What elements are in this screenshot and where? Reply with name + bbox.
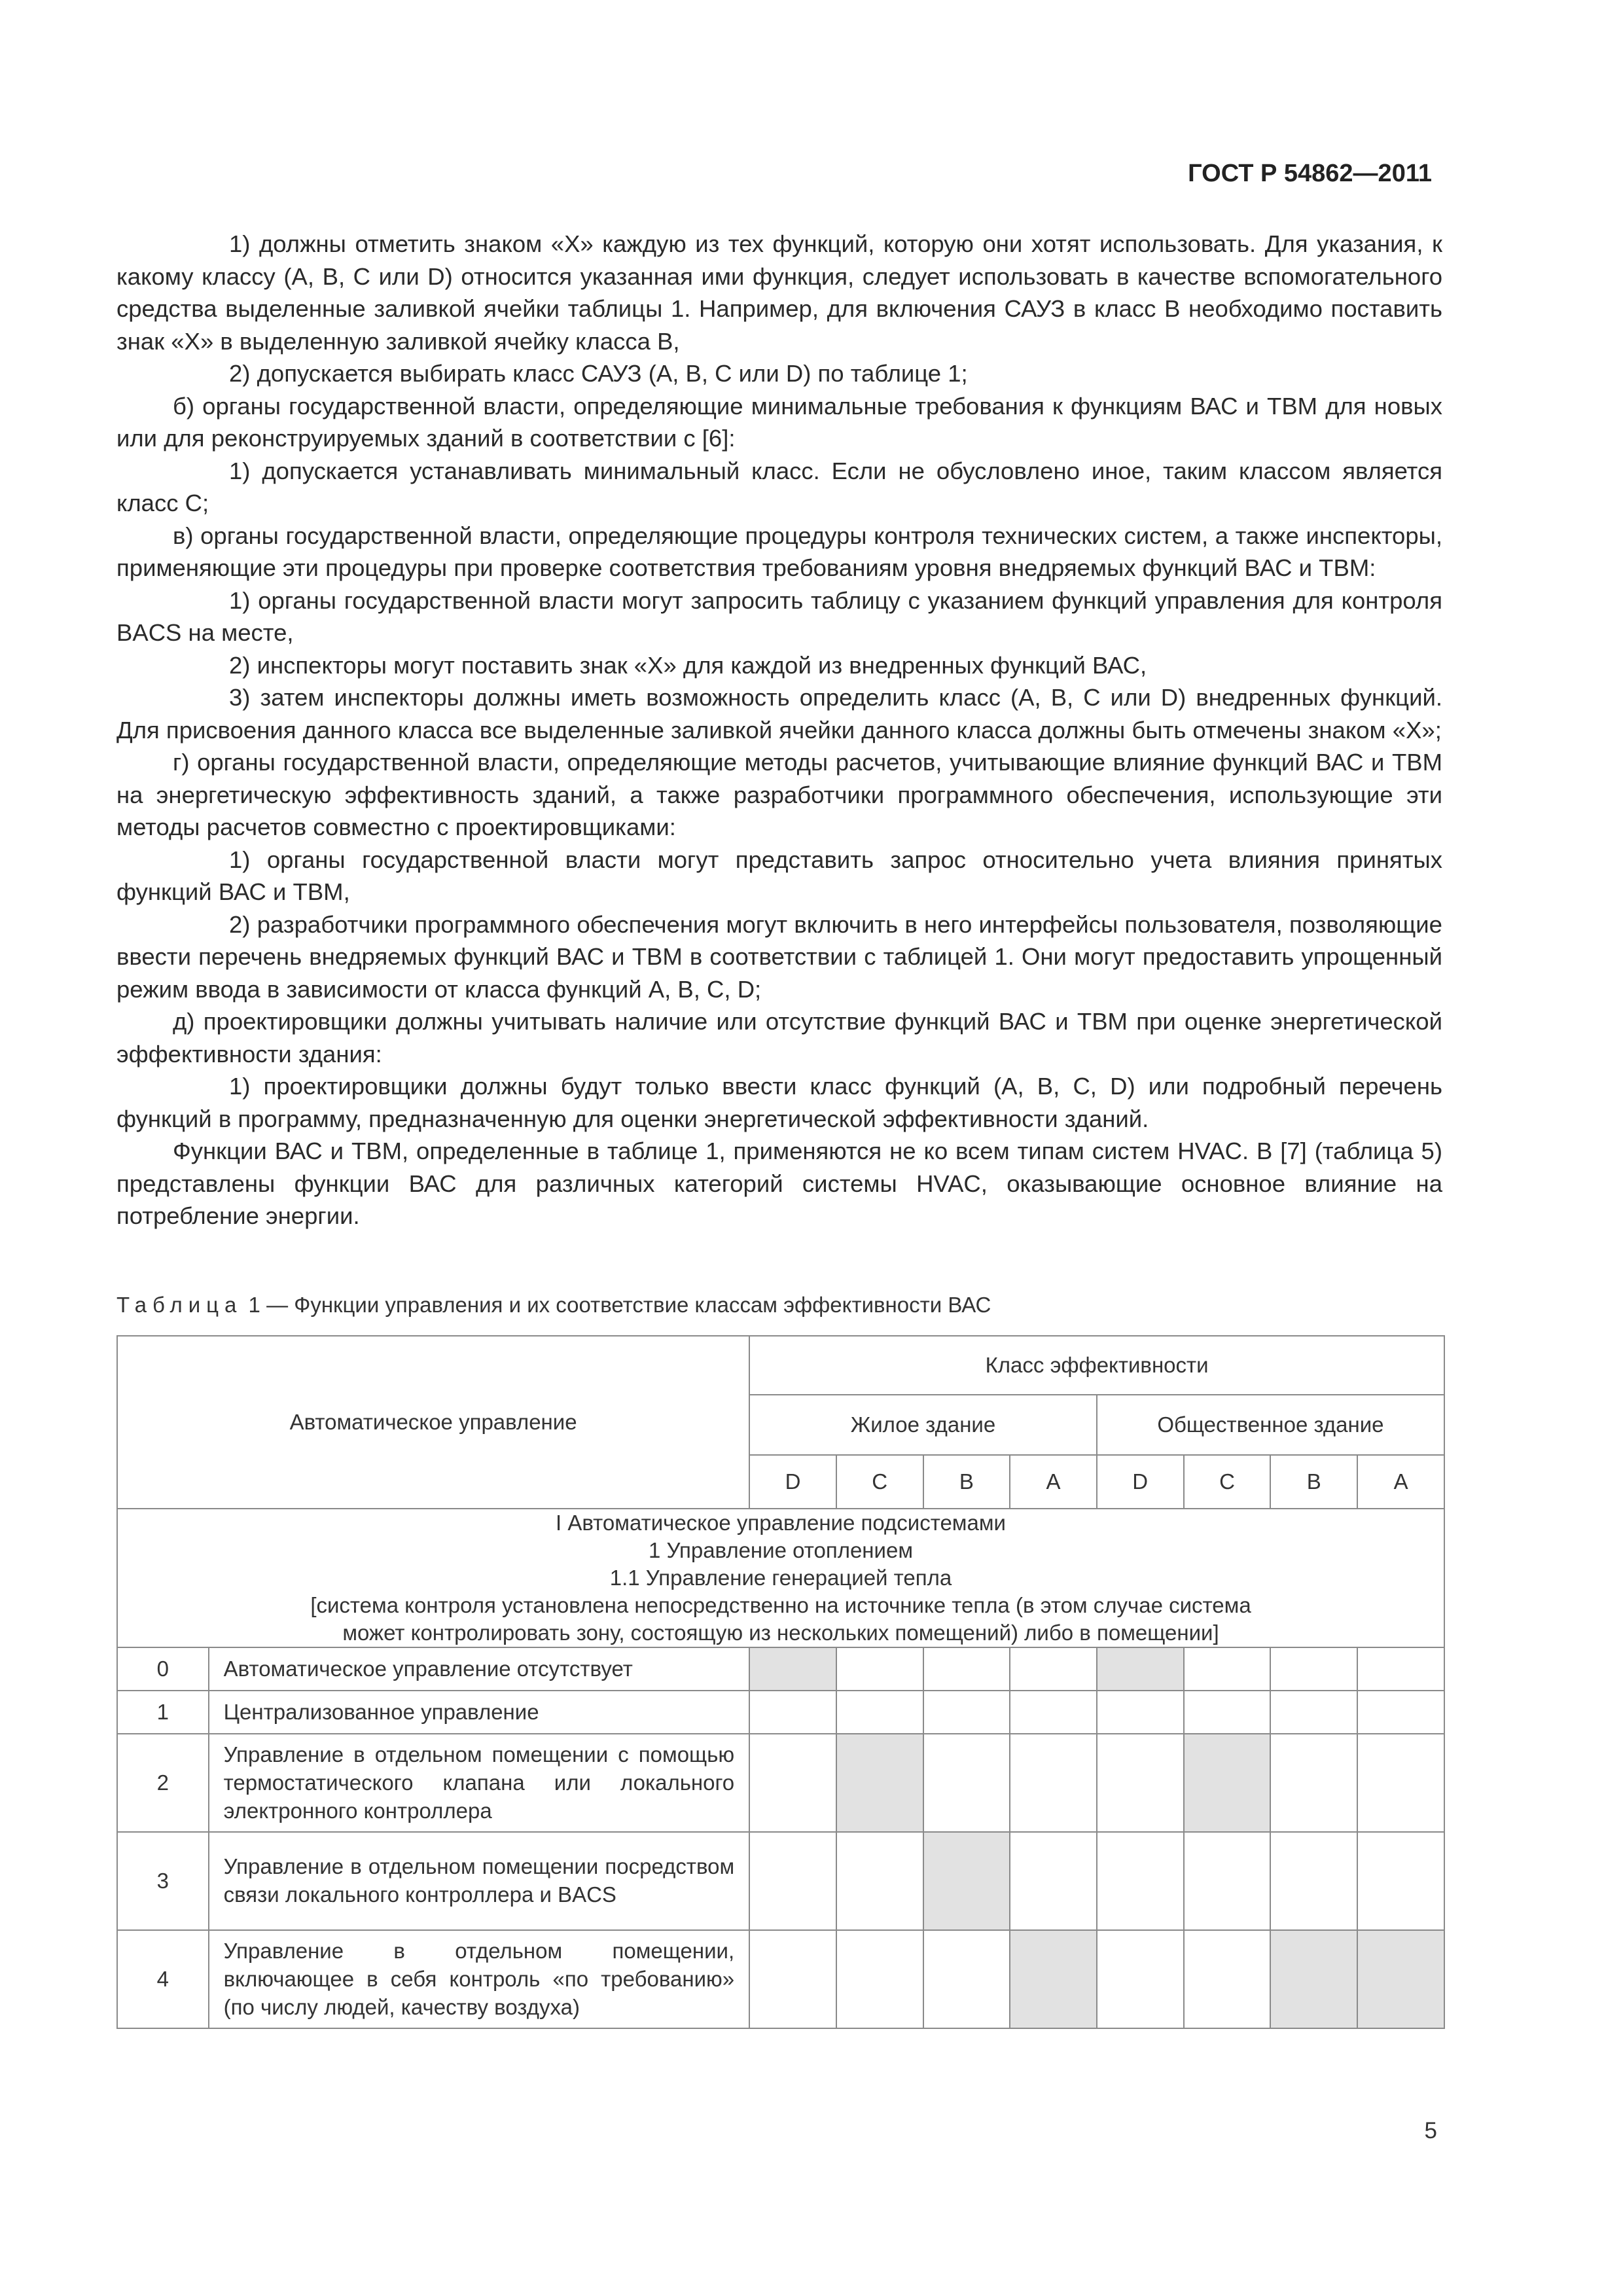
class-cell — [923, 1930, 1010, 2028]
class-cell — [749, 1832, 836, 1930]
row-number: 0 — [117, 1647, 209, 1691]
table-row — [117, 1691, 1444, 1734]
class-cell-shaded — [1010, 1930, 1097, 2028]
row-number: 4 — [117, 1930, 209, 2028]
class-cell — [1270, 1832, 1357, 1930]
class-cell — [1184, 1647, 1271, 1691]
class-cell-shaded — [1270, 1930, 1357, 2028]
paragraph: д) проектировщики должны учитывать наличие или отсутствие функций ВАС и ТВМ при оценке энергетической эффективности здания: — [116, 1008, 1442, 1067]
class-cell — [836, 1647, 923, 1691]
class-cell — [1097, 1832, 1184, 1930]
row-description: Управление в отдельном помещении с помощью термостатического клапана или локального электронного контроллера — [209, 1734, 750, 1832]
class-cell — [1097, 1691, 1184, 1734]
paragraph: 1) допускается устанавливать минимальный класс. Если не обусловлено иное, таким классом является класс С; — [116, 457, 1442, 516]
class-letter-header: D — [1097, 1455, 1184, 1509]
table-row — [117, 1647, 1444, 1691]
class-letter-header: A — [1010, 1455, 1097, 1509]
page-number: 5 — [1424, 2118, 1437, 2144]
section-line: [система контроля установлена непосредственно на источнике тепла (в этом случае система — [310, 1593, 1251, 1617]
class-cell-shaded — [923, 1832, 1010, 1930]
paragraph: 1) должны отметить знаком «Х» каждую из тех функций, которую они хотят использовать. Для указания, к какому классу (А, В, С или D) относится указанная ими функция, следует использовать в качестве вспомогательного средства выделенные заливкой ячейки таблицы 1. Например, для включения САУЗ в класс В необходимо поставить знак «Х» в выделенную заливкой ячейку класса В, — [116, 230, 1442, 355]
table-row — [117, 1832, 1444, 1930]
class-cell — [836, 1930, 923, 2028]
paragraph: в) органы государственной власти, определяющие процедуры контроля технических систем, а также инспекторы, применяющие эти процедуры при проверке соответствия требованиям уровня внедряемых функций ВАС и ТВМ: — [116, 522, 1442, 581]
class-cell — [1097, 1930, 1184, 2028]
class-cell — [749, 1734, 836, 1832]
class-cell-shaded — [1097, 1647, 1184, 1691]
paragraph: 2) разработчики программного обеспечения могут включить в него интерфейсы пользователя, позволяющие ввести перечень внедряемых функций ВАС и ТВМ в соответствии с таблицей 1. Они могут предоставить упрощенный режим ввода в зависимости от класса функций А, В, С, D; — [116, 910, 1442, 1003]
paragraph: 1) проектировщики должны будут только ввести класс функций (А, В, С, D) или подробный перечень функций в программу, предназначенную для оценки энергетической эффективности зданий. — [116, 1073, 1442, 1132]
class-cell — [749, 1930, 836, 2028]
class-letter-header: A — [1357, 1455, 1444, 1509]
header-automatic-control: Автоматическое управление — [117, 1336, 749, 1509]
table-caption-prefix: Таблица — [116, 1293, 243, 1317]
table-row — [117, 1734, 1444, 1832]
header-residential: Жилое здание — [749, 1395, 1097, 1455]
paragraph: 2) допускается выбирать класс САУЗ (А, В, С или D) по таблице 1; — [229, 360, 968, 387]
class-cell-shaded — [749, 1647, 836, 1691]
paragraph: Функции ВАС и ТВМ, определенные в таблице 1, применяются не ко всем типам систем HVAC. В [7] (таблица 5) представлены функции ВАС для различных категорий системы HVAC, оказывающие основное влияние на потребление энергии. — [116, 1138, 1442, 1229]
class-cell — [836, 1691, 923, 1734]
class-cell — [1357, 1691, 1444, 1734]
paragraph: г) органы государственной власти, определяющие методы расчетов, учитывающие влияние функций ВАС и ТВМ на энергетическую эффективность зданий, а также разработчики программного обеспечения, использующие эти методы расчетов совместно с проектировщиками: — [116, 749, 1442, 840]
header-efficiency-class: Класс эффективности — [749, 1336, 1444, 1395]
header-public: Общественное здание — [1097, 1395, 1444, 1455]
class-cell — [1097, 1734, 1184, 1832]
table-row — [117, 1930, 1444, 2028]
class-cell — [836, 1832, 923, 1930]
class-cell — [1184, 1832, 1271, 1930]
class-letter-header: C — [1184, 1455, 1271, 1509]
class-cell — [1184, 1691, 1271, 1734]
paragraph: 1) органы государственной власти могут представить запрос относительно учета влияния принятых функций ВАС и ТВМ, — [116, 846, 1442, 905]
table-caption — [116, 1293, 991, 1318]
body-text — [116, 228, 1442, 1232]
class-cell — [749, 1691, 836, 1734]
class-cell — [1270, 1647, 1357, 1691]
section-line: 1 Управление отоплением — [648, 1538, 914, 1562]
row-description: Управление в отдельном помещении, включающее в себя контроль «по требованию» (по числу людей, качеству воздуха) — [209, 1930, 750, 2028]
efficiency-table — [116, 1335, 1445, 2029]
class-letter-header: D — [749, 1455, 836, 1509]
class-cell-shaded — [836, 1734, 923, 1832]
class-cell-shaded — [1184, 1734, 1271, 1832]
class-cell — [923, 1691, 1010, 1734]
class-cell — [1010, 1734, 1097, 1832]
class-cell — [1184, 1930, 1271, 2028]
class-cell — [1010, 1647, 1097, 1691]
class-cell-shaded — [1357, 1930, 1444, 2028]
class-cell — [1357, 1647, 1444, 1691]
section-line: 1.1 Управление генерацией тепла — [609, 1566, 952, 1590]
class-cell — [923, 1734, 1010, 1832]
class-letter-header: B — [1270, 1455, 1357, 1509]
row-number: 3 — [117, 1832, 209, 1930]
row-number: 2 — [117, 1734, 209, 1832]
class-cell — [923, 1647, 1010, 1691]
class-cell — [1270, 1691, 1357, 1734]
class-cell — [1270, 1734, 1357, 1832]
section-header — [117, 1509, 1444, 1647]
document-code: ГОСТ Р 54862—2011 — [1188, 160, 1432, 187]
class-cell — [1010, 1832, 1097, 1930]
class-cell — [1357, 1734, 1444, 1832]
paragraph: б) органы государственной власти, определяющие минимальные требования к функциям ВАС и ТВМ для новых или для реконструируемых зданий в соответствии с [6]: — [116, 392, 1442, 452]
paragraph: 1) органы государственной власти могут запросить таблицу с указанием функций управления для контроля BACS на месте, — [116, 586, 1442, 646]
class-cell — [1010, 1691, 1097, 1734]
class-cell — [1357, 1832, 1444, 1930]
row-description: Централизованное управление — [209, 1691, 750, 1734]
row-description: Управление в отдельном помещении посредством связи локального контроллера и BACS — [209, 1832, 750, 1930]
row-description: Автоматическое управление отсутствует — [209, 1647, 750, 1691]
class-letter-header: B — [923, 1455, 1010, 1509]
section-line: I Автоматическое управление подсистемами — [556, 1511, 1006, 1535]
section-line: может контролировать зону, состоящую из нескольких помещений) либо в помещении] — [342, 1621, 1219, 1645]
row-number: 1 — [117, 1691, 209, 1734]
table-caption-title: 1 — Функции управления и их соответствие классам эффективности ВАС — [242, 1293, 991, 1317]
class-letter-header: C — [836, 1455, 923, 1509]
paragraph: 3) затем инспекторы должны иметь возможность определить класс (А, В, С или D) внедренных функций. Для присвоения данного класса все выделенные заливкой ячейки данного класса должны быть отмечены знаком «Х»; — [116, 684, 1442, 744]
paragraph: 2) инспекторы могут поставить знак «Х» для каждой из внедренных функций ВАС, — [229, 651, 1147, 679]
